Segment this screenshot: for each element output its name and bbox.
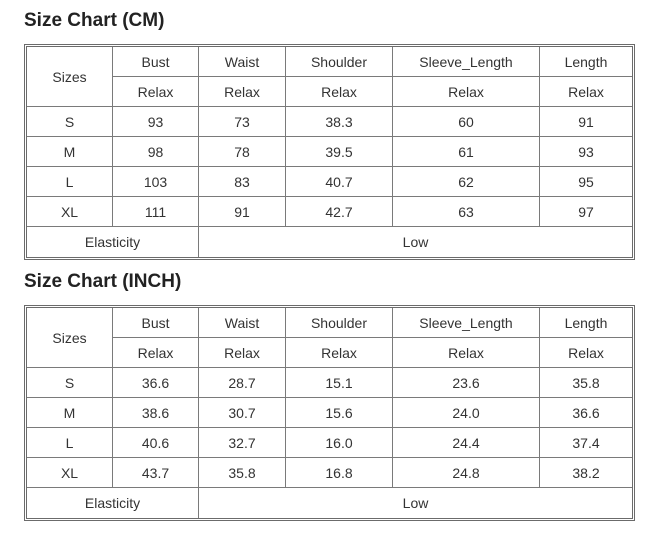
size-chart-cm-table [24, 44, 635, 260]
column-header-bust: Bust [113, 47, 199, 77]
value-cell: 40.7 [286, 167, 393, 197]
value-cell: 91 [199, 197, 286, 227]
size-chart-cm-title: Size Chart (CM) [24, 10, 165, 31]
fit-row [27, 338, 632, 368]
value-cell: 24.8 [393, 458, 540, 488]
fit-row [27, 77, 632, 107]
value-cell: 24.4 [393, 428, 540, 458]
value-cell: 32.7 [199, 428, 286, 458]
value-cell: 38.2 [540, 458, 632, 488]
value-cell: 78 [199, 137, 286, 167]
value-cell: 15.1 [286, 368, 393, 398]
fit-cell-length: Relax [540, 77, 632, 107]
header-row [27, 308, 632, 338]
fit-cell-bust: Relax [113, 338, 199, 368]
fit-cell-shoulder: Relax [286, 77, 393, 107]
elasticity-row [27, 227, 632, 257]
elasticity-value: Low [402, 234, 429, 250]
value-cell: 93 [540, 137, 632, 167]
value-cell: 28.7 [199, 368, 286, 398]
elasticity-label: Elasticity [27, 227, 199, 257]
column-header-sleeve-length: Sleeve_Length [393, 47, 540, 77]
value-cell: 42.7 [286, 197, 393, 227]
header-row [27, 47, 632, 77]
fit-cell-bust: Relax [113, 77, 199, 107]
value-cell: 16.8 [286, 458, 393, 488]
value-cell: 24.0 [393, 398, 540, 428]
column-header-length: Length [540, 308, 632, 338]
column-header-sleeve-length: Sleeve_Length [393, 308, 540, 338]
size-cell: S [27, 368, 113, 398]
size-cell: M [27, 398, 113, 428]
value-cell: 83 [199, 167, 286, 197]
value-cell: 73 [199, 107, 286, 137]
elasticity-value: Low [402, 495, 429, 511]
size-cell: S [27, 107, 113, 137]
value-cell: 37.4 [540, 428, 632, 458]
value-cell: 93 [113, 107, 199, 137]
fit-cell-sleeve-length: Relax [393, 77, 540, 107]
value-cell: 60 [393, 107, 540, 137]
value-cell: 63 [393, 197, 540, 227]
column-header-waist: Waist [199, 47, 286, 77]
value-cell: 103 [113, 167, 199, 197]
size-cell: M [27, 137, 113, 167]
value-cell: 98 [113, 137, 199, 167]
value-cell: 38.6 [113, 398, 199, 428]
sizes-header-cell: Sizes [27, 47, 113, 107]
size-cell: XL [27, 197, 113, 227]
fit-cell-shoulder: Relax [286, 338, 393, 368]
table-row [27, 107, 632, 137]
table-row [27, 428, 632, 458]
table-row [27, 458, 632, 488]
table-row [27, 167, 632, 197]
value-cell: 62 [393, 167, 540, 197]
sizes-header-cell: Sizes [27, 308, 113, 368]
value-cell: 35.8 [540, 368, 632, 398]
table-row [27, 368, 632, 398]
elasticity-label: Elasticity [27, 488, 199, 518]
value-cell: 97 [540, 197, 632, 227]
fit-cell-waist: Relax [199, 338, 286, 368]
value-cell: 15.6 [286, 398, 393, 428]
table-row [27, 197, 632, 227]
column-header-waist: Waist [199, 308, 286, 338]
column-header-length: Length [540, 47, 632, 77]
fit-cell-waist: Relax [199, 77, 286, 107]
table-row [27, 398, 632, 428]
value-cell: 111 [113, 197, 199, 227]
value-cell: 36.6 [540, 398, 632, 428]
size-cell: L [27, 428, 113, 458]
value-cell: 95 [540, 167, 632, 197]
value-cell: 43.7 [113, 458, 199, 488]
column-header-bust: Bust [113, 308, 199, 338]
value-cell: 16.0 [286, 428, 393, 458]
size-cell: XL [27, 458, 113, 488]
value-cell: 38.3 [286, 107, 393, 137]
value-cell: 39.5 [286, 137, 393, 167]
table-row [27, 137, 632, 167]
value-cell: 23.6 [393, 368, 540, 398]
fit-cell-length: Relax [540, 338, 632, 368]
size-chart-inch-title: Size Chart (INCH) [24, 271, 182, 292]
value-cell: 36.6 [113, 368, 199, 398]
value-cell: 35.8 [199, 458, 286, 488]
column-header-shoulder: Shoulder [286, 47, 393, 77]
elasticity-row [27, 488, 632, 518]
value-cell: 40.6 [113, 428, 199, 458]
size-chart-inch-table [24, 305, 635, 521]
column-header-shoulder: Shoulder [286, 308, 393, 338]
value-cell: 61 [393, 137, 540, 167]
value-cell: 30.7 [199, 398, 286, 428]
size-cell: L [27, 167, 113, 197]
value-cell: 91 [540, 107, 632, 137]
fit-cell-sleeve-length: Relax [393, 338, 540, 368]
